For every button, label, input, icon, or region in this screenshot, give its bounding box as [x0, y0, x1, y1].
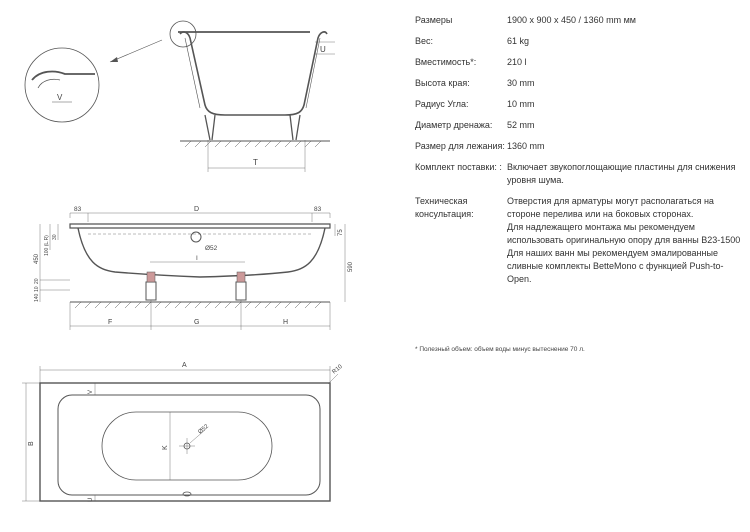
- label-a: A: [182, 362, 187, 369]
- spec-value-line: Для надлежащего монтажа мы рекомендуем использовать оригинальную опору для ванны B23-1500: [507, 222, 741, 245]
- spec-row: [415, 56, 745, 69]
- spec-row: [415, 98, 745, 111]
- label-t: T: [253, 158, 258, 167]
- spec-value: 10 mm: [507, 99, 535, 109]
- spec-row: [415, 119, 745, 132]
- spec-value: 30 mm: [507, 78, 535, 88]
- spec-row: [415, 77, 745, 90]
- label-83-left: 83: [74, 206, 82, 213]
- label-140: 140: [34, 293, 40, 302]
- label-10: 10: [34, 286, 40, 292]
- spec-row: [415, 195, 745, 286]
- label-100: 100 (L.R): [44, 235, 50, 256]
- spec-label: Размеры: [415, 15, 453, 25]
- spec-value-line: Для наших ванн мы рекомендуем эмалированные сливные комплекты BetteMono с функцией Push-to-Open.: [507, 248, 724, 284]
- detail-circle-small: [170, 21, 196, 47]
- label-r10: R10: [331, 363, 344, 376]
- spec-value: 61 kg: [507, 36, 530, 46]
- spec-label: Вместимость*:: [415, 57, 477, 67]
- label-drain-side: Ø52: [205, 245, 218, 252]
- label-590: 590: [348, 261, 354, 272]
- label-g: G: [194, 319, 200, 326]
- spec-label: Диаметр дренажа:: [415, 120, 493, 130]
- label-f: F: [108, 319, 113, 326]
- label-75: 75: [338, 229, 344, 236]
- spec-row: [415, 140, 745, 153]
- label-v-detail: V: [57, 93, 63, 102]
- spec-label: Комплект поставки: :: [415, 162, 502, 172]
- spec-value: Включает звукопоглощающие пластины для снижения уровня шума.: [507, 162, 736, 185]
- side-elevation-view: [40, 213, 345, 330]
- label-d: D: [194, 206, 200, 213]
- footnote: * Полезный объем: объем воды минус вытеснение 70 л.: [415, 346, 585, 353]
- label-h: H: [283, 319, 289, 326]
- plan-view: [22, 366, 338, 501]
- spec-label: Техническая консультация:: [415, 196, 474, 219]
- cross-section-view: [25, 21, 335, 172]
- spec-value: [507, 195, 745, 286]
- spec-row: [415, 14, 745, 27]
- label-v-plan: V: [88, 389, 94, 394]
- spec-value: 210 l: [507, 57, 527, 67]
- label-83-right: 83: [314, 206, 322, 213]
- spec-row: [415, 35, 745, 48]
- detail-circle-large: [25, 48, 99, 122]
- label-u-top: U: [320, 45, 326, 54]
- spec-value-line: Отверстия для арматуры могут располагаться на стороне перелива или на боковых сторонах.: [507, 196, 714, 219]
- spec-list: [415, 14, 745, 294]
- spec-value: 1360 mm: [507, 141, 545, 151]
- spec-label: Радиус Угла:: [415, 99, 469, 109]
- label-b: B: [28, 441, 35, 446]
- label-20: 20: [34, 278, 40, 284]
- spec-label: Размер для лежания:: [415, 141, 505, 151]
- label-u-plan: U: [88, 497, 94, 502]
- label-450: 450: [34, 253, 40, 264]
- spec-label: Вес:: [415, 36, 434, 46]
- label-30: 30: [52, 234, 58, 240]
- spec-row: [415, 161, 745, 187]
- label-drain-plan: Ø52: [197, 423, 210, 436]
- label-k: K: [162, 445, 169, 450]
- label-i: I: [196, 255, 198, 262]
- spec-value: 52 mm: [507, 120, 535, 130]
- spec-value: 1900 x 900 x 450 / 1360 mm мм: [507, 15, 636, 25]
- spec-label: Высота края:: [415, 78, 470, 88]
